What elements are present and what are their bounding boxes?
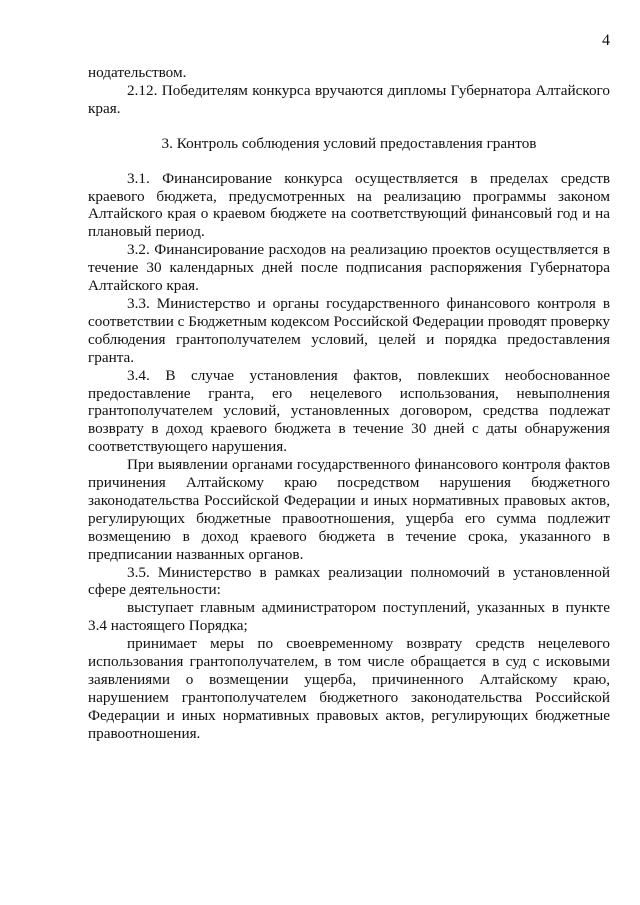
section-heading: 3. Контроль соблюдения условий предоставления грантов <box>161 134 537 152</box>
paragraph-3-1: 3.1. Финансирование конкурса осуществляется в пределах средств краевого бюджета, предусмотренных на реализацию программы законом Алтайского края о краевом бюджете на соответствующий финансовый год и на плановый период. <box>88 169 610 241</box>
paragraph-3-2: 3.2. Финансирование расходов на реализацию проектов осуществляется в течение 30 календарных дней после подписания распоряжения Губернатора Алтайского края. <box>88 241 610 295</box>
paragraph-3-5-item-1: выступает главным администратором поступлений, указанных в пункте 3.4 настоящего Порядка; <box>88 599 610 635</box>
paragraph-3-4-detail: При выявлении органами государственного финансового контроля фактов причинения Алтайскому краю посредством нарушения бюджетного законодательства Российской Федерации и иных нормативных правовых актов, регулирующих бюджетные правоотношения, ущерба его сумма подлежит возмещению в доход краевого бюджета в течение срока, указанного в предписании названных органов. <box>88 456 610 563</box>
paragraph-2-12: 2.12. Победителям конкурса вручаются дипломы Губернатора Алтайского края. <box>88 81 610 117</box>
paragraph-3-5-item-2: принимает меры по своевременному возврату средств нецелевого использования грантополучателем, в том числе обращается в суд с исковыми заявлениями о возмещении ущерба, причиненного Алтайскому краю, нарушением грантополучателем бюджетного законодательства Российской Федерации и иных нормативных правовых актов, регулирующих бюджетные правоотношения. <box>88 635 610 742</box>
paragraph-3-5: 3.5. Министерство в рамках реализации полномочий в установленной сфере деятельности: <box>88 563 610 599</box>
paragraph-3-3: 3.3. Министерство и органы государственного финансового контроля в соответствии с Бюджетным кодексом Российской Федерации проводят проверку соблюдения грантополучателем условий, целей и порядка предоставления гранта. <box>88 294 610 366</box>
page-number: 4 <box>602 32 610 49</box>
document-body <box>88 64 610 743</box>
paragraph-continuation: нодательством. <box>88 64 187 81</box>
paragraph-3-4: 3.4. В случае установления фактов, повлекших необоснованное предоставление гранта, его нецелевого использования, невыполнения грантополучателем условий, установленных договором, средства подлежат возврату в доход краевого бюджета в течение 30 дней с даты обнаружения соответствующего нарушения. <box>88 366 610 456</box>
